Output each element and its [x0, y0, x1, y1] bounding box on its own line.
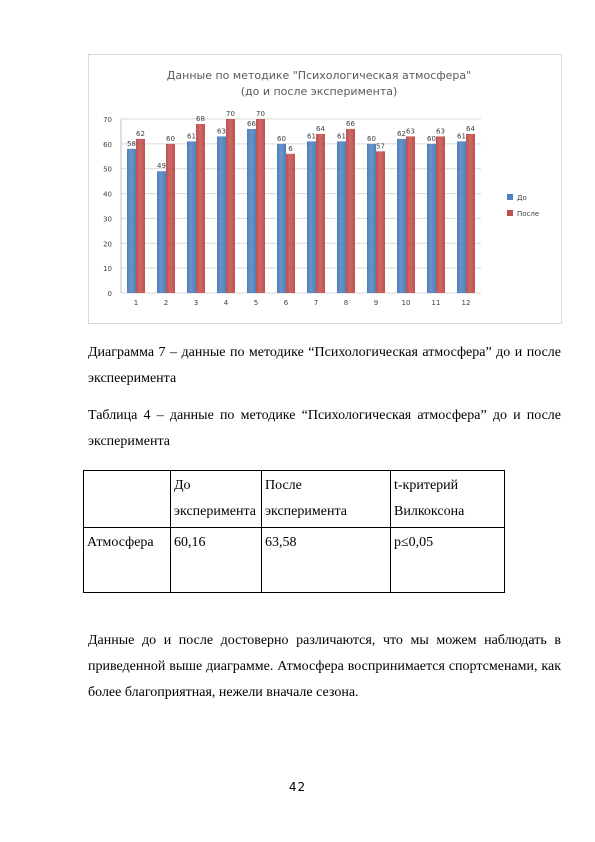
paragraph-line2: приведенной выше диаграмме. Атмосфера воспринимается спортсменами, как — [88, 659, 561, 674]
x-tick-label: 4 — [223, 299, 229, 307]
paragraph-line3: более благоприятная, нежели вначале сезона. — [88, 685, 359, 700]
bar-after — [406, 136, 415, 293]
y-tick-label: 10 — [103, 265, 112, 274]
bar-before — [217, 136, 226, 293]
data-label: 64 — [466, 124, 475, 133]
data-label: 64 — [316, 124, 325, 133]
y-tick-label: 50 — [103, 165, 112, 174]
bar-after — [136, 139, 145, 293]
bar-before — [157, 171, 166, 293]
legend-label: После — [517, 210, 540, 218]
chart-title-line2: (до и после эксперимента) — [240, 85, 398, 98]
data-label: 49 — [157, 162, 166, 171]
bar-after — [166, 144, 175, 293]
x-tick-label: 1 — [133, 299, 139, 307]
data-label: 70 — [256, 110, 265, 118]
page-number: 42 — [288, 780, 307, 794]
table-header-cell — [171, 471, 262, 528]
x-tick-label: 5 — [253, 299, 259, 307]
bar-before — [307, 141, 316, 293]
legend-swatch — [507, 210, 513, 216]
y-tick-label: 70 — [103, 116, 112, 124]
chart-container — [88, 54, 562, 324]
bar-before — [397, 139, 406, 293]
table-cell: p≤0,05 — [391, 528, 505, 593]
chart-caption-line2: экспееримента — [88, 371, 177, 386]
bar-before — [427, 144, 436, 293]
header-before-line2: эксперимента — [174, 504, 256, 519]
x-tick-label: 2 — [163, 299, 169, 307]
data-label: 61 — [187, 132, 196, 141]
bar-before — [457, 141, 466, 293]
y-tick-label: 30 — [103, 215, 112, 224]
x-tick-label: 6 — [283, 299, 289, 307]
bar-before — [247, 129, 256, 293]
paragraph-line1: Данные до и после достоверно различаются, что мы можем наблюдать в — [88, 633, 561, 648]
bar-before — [187, 141, 196, 293]
bar-before — [127, 149, 136, 293]
table-header-cell — [262, 471, 391, 528]
bar-chart — [89, 55, 561, 323]
y-tick-label: 0 — [107, 290, 112, 298]
bar-after — [376, 151, 385, 293]
data-label: 60 — [277, 134, 286, 143]
bar-after — [316, 134, 325, 293]
conclusion-paragraph — [88, 628, 561, 706]
bar-before — [277, 144, 286, 293]
chart-caption — [88, 340, 561, 392]
x-tick-label: 11 — [431, 299, 441, 307]
data-label: 63 — [406, 127, 415, 136]
x-tick-label: 7 — [313, 299, 319, 307]
table-header-row — [84, 471, 505, 528]
data-label: 61 — [307, 132, 316, 141]
y-tick-label: 20 — [103, 240, 112, 249]
legend-label: До — [517, 194, 527, 202]
legend-swatch — [507, 194, 513, 200]
data-label: 62 — [136, 129, 145, 138]
header-after-line1: После — [265, 478, 302, 493]
bar-after — [286, 154, 295, 293]
data-label: 63 — [217, 127, 226, 136]
chart-title-line1: Данные по методике "Психологическая атмосфера" — [166, 69, 472, 82]
data-label: 68 — [196, 114, 205, 123]
x-tick-label: 10 — [401, 299, 411, 307]
data-label: 63 — [436, 127, 445, 136]
data-label: 57 — [376, 142, 385, 151]
header-after-line2: эксперимента — [265, 504, 347, 519]
data-label: 61 — [457, 132, 466, 141]
x-tick-label: 9 — [373, 299, 379, 307]
data-label: 66 — [346, 119, 355, 128]
bar-after — [346, 129, 355, 293]
data-label: 60 — [427, 134, 436, 143]
bar-after — [466, 134, 475, 293]
bar-after — [436, 136, 445, 293]
bar-before — [367, 144, 376, 293]
table-row — [84, 528, 505, 593]
y-tick-label: 60 — [103, 140, 112, 149]
table-cell: 63,58 — [262, 528, 391, 593]
chart-caption-line1: Диаграмма 7 – данные по методике “Психологическая атмосфера” до и после — [88, 345, 561, 360]
x-tick-label: 8 — [343, 299, 349, 307]
data-label: 60 — [367, 134, 376, 143]
data-label: 60 — [166, 134, 175, 143]
table-header-cell — [84, 471, 171, 528]
data-label: 58 — [127, 139, 136, 148]
x-tick-label: 3 — [193, 299, 199, 307]
table-caption — [88, 403, 561, 455]
results-table — [83, 470, 505, 593]
header-test-line2: Вилкоксона — [394, 504, 465, 519]
data-label: 66 — [247, 119, 256, 128]
table-caption-line1: Таблица 4 – данные по методике “Психологическая атмосфера” до и после — [88, 408, 561, 423]
x-tick-label: 12 — [461, 299, 471, 307]
bar-before — [337, 141, 346, 293]
header-test-line1: t-критерий — [394, 478, 459, 493]
header-before-line1: До — [174, 478, 191, 493]
bar-after — [226, 119, 235, 293]
table-caption-line2: эксперимента — [88, 434, 170, 449]
data-label: 70 — [226, 110, 235, 118]
data-label: 61 — [337, 132, 346, 141]
bar-after — [196, 124, 205, 293]
table-cell: 60,16 — [171, 528, 262, 593]
data-label: 62 — [397, 129, 406, 138]
y-tick-label: 40 — [103, 190, 112, 199]
bar-after — [256, 119, 265, 293]
table-header-cell — [391, 471, 505, 528]
data-label: 6 — [288, 144, 293, 153]
table-cell: Атмосфера — [84, 528, 171, 593]
